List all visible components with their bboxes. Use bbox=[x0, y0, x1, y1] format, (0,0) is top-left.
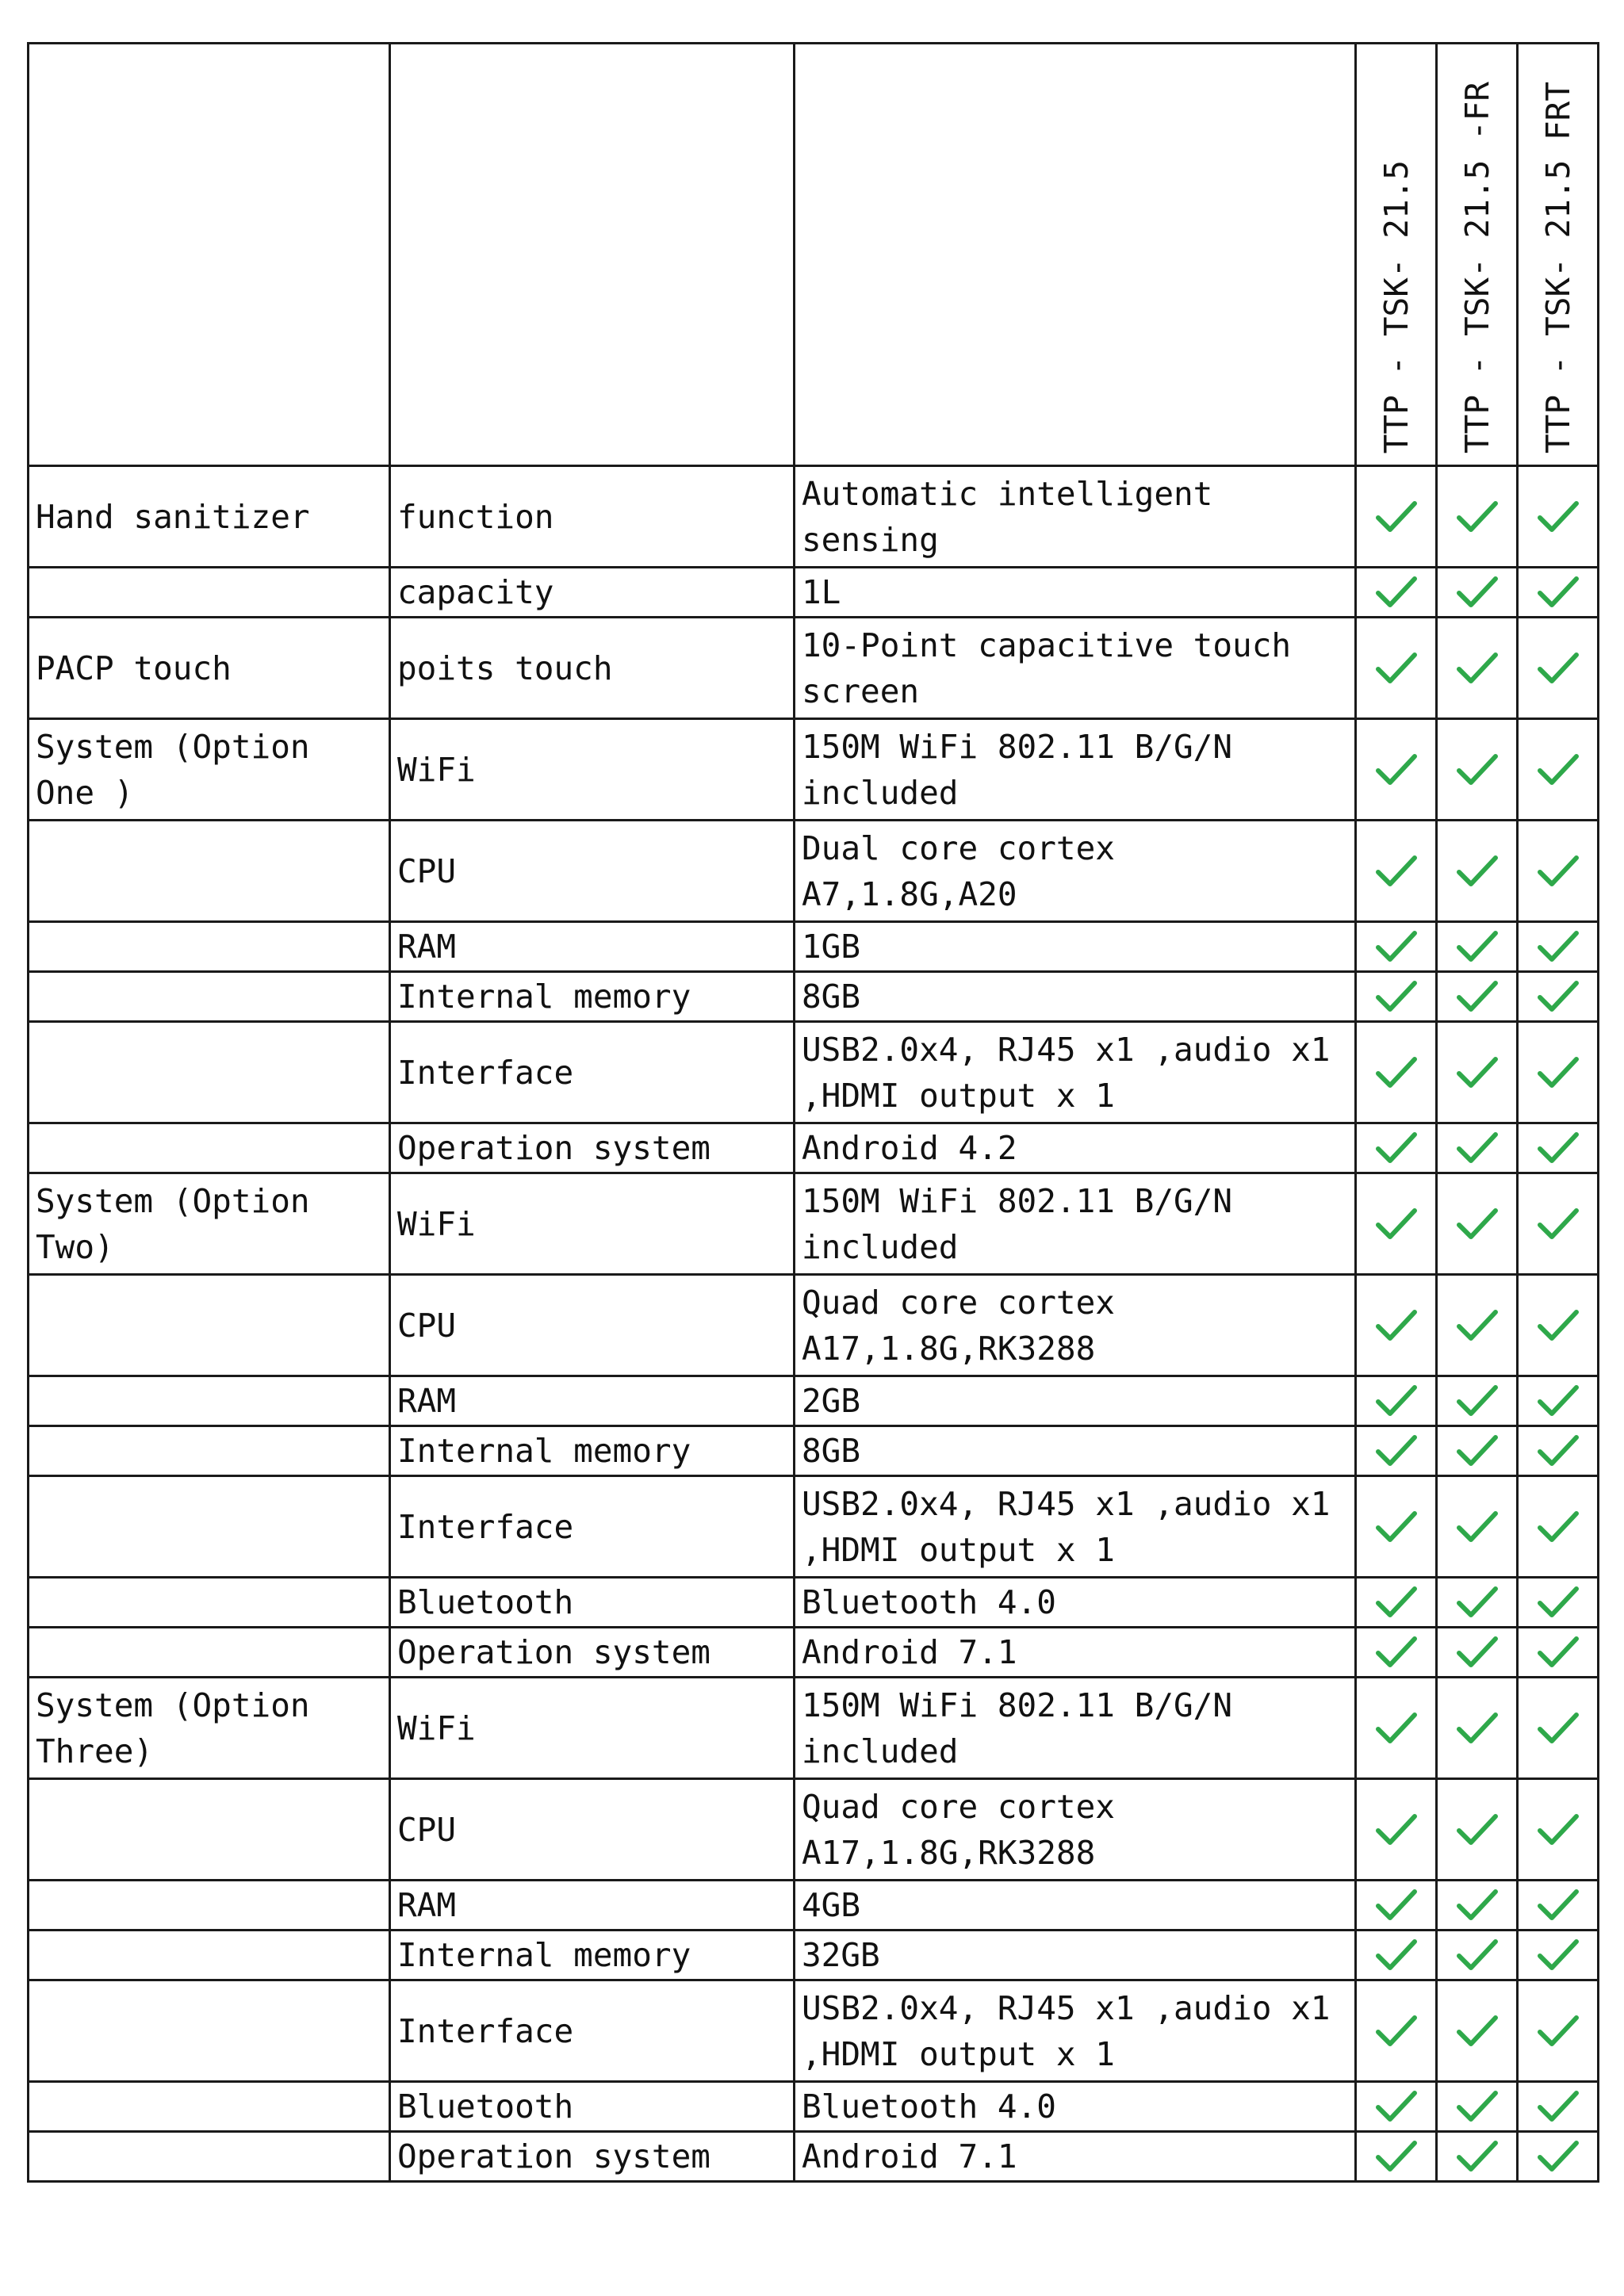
checkmark-icon bbox=[1537, 1585, 1580, 1620]
model-check-cell bbox=[1518, 1476, 1599, 1578]
feature-cell: Interface bbox=[390, 1980, 795, 2082]
feature-cell: RAM bbox=[390, 1881, 795, 1931]
checkmark-icon bbox=[1456, 1585, 1499, 1620]
table-row bbox=[29, 1476, 1599, 1578]
checkmark-icon bbox=[1375, 1888, 1418, 1923]
checkmark-icon bbox=[1456, 1383, 1499, 1418]
table-row bbox=[29, 1881, 1599, 1931]
feature-cell: WiFi bbox=[390, 719, 795, 821]
model-check-cell bbox=[1437, 972, 1518, 1022]
table-row bbox=[29, 1578, 1599, 1628]
checkmark-icon bbox=[1456, 1055, 1499, 1090]
table-row bbox=[29, 922, 1599, 972]
model-name: TTP - TSK- 21.5 bbox=[1377, 159, 1415, 453]
spec-cell: 4GB bbox=[795, 1881, 1356, 1931]
checkmark-icon bbox=[1456, 929, 1499, 964]
group-cell bbox=[29, 1376, 390, 1426]
checkmark-icon bbox=[1456, 1888, 1499, 1923]
group-cell: System (Option One ) bbox=[29, 719, 390, 821]
checkmark-icon bbox=[1456, 2089, 1499, 2124]
group-cell: PACP touch bbox=[29, 618, 390, 719]
table-row bbox=[29, 1376, 1599, 1426]
model-check-cell bbox=[1356, 821, 1437, 922]
model-check-cell bbox=[1356, 1173, 1437, 1275]
table-row bbox=[29, 1173, 1599, 1275]
group-cell bbox=[29, 2082, 390, 2132]
model-check-cell bbox=[1437, 1123, 1518, 1173]
table-row bbox=[29, 972, 1599, 1022]
table-header bbox=[29, 44, 1599, 466]
group-cell bbox=[29, 1476, 390, 1578]
spec-cell: 10-Point capacitive touch screen bbox=[795, 618, 1356, 719]
checkmark-icon bbox=[1456, 575, 1499, 610]
group-cell bbox=[29, 972, 390, 1022]
checkmark-icon bbox=[1456, 499, 1499, 534]
model-check-cell bbox=[1437, 1931, 1518, 1980]
checkmark-icon bbox=[1537, 2014, 1580, 2049]
model-check-cell bbox=[1518, 1881, 1599, 1931]
model-check-cell bbox=[1518, 2132, 1599, 2182]
model-check-cell bbox=[1518, 1779, 1599, 1881]
table-row bbox=[29, 2132, 1599, 2182]
model-check-cell bbox=[1356, 618, 1437, 719]
table-row bbox=[29, 1628, 1599, 1678]
model-check-cell bbox=[1518, 618, 1599, 719]
model-check-cell bbox=[1518, 466, 1599, 568]
spec-cell: USB2.0x4, RJ45 x1 ,audio x1 ,HDMI output x 1 bbox=[795, 1476, 1356, 1578]
spec-cell: 1GB bbox=[795, 922, 1356, 972]
feature-cell: WiFi bbox=[390, 1173, 795, 1275]
header-spec-cell bbox=[795, 44, 1356, 466]
model-check-cell bbox=[1437, 1022, 1518, 1123]
checkmark-icon bbox=[1537, 1711, 1580, 1746]
spec-cell: 150M WiFi 802.11 B/G/N included bbox=[795, 719, 1356, 821]
checkmark-icon bbox=[1375, 651, 1418, 686]
table-row bbox=[29, 1980, 1599, 2082]
checkmark-icon bbox=[1537, 752, 1580, 787]
model-check-cell bbox=[1437, 1779, 1518, 1881]
checkmark-icon bbox=[1537, 854, 1580, 889]
checkmark-icon bbox=[1537, 1510, 1580, 1544]
table-body bbox=[29, 466, 1599, 2182]
checkmark-icon bbox=[1537, 575, 1580, 610]
spec-cell: 150M WiFi 802.11 B/G/N included bbox=[795, 1173, 1356, 1275]
group-cell bbox=[29, 568, 390, 618]
model-check-cell bbox=[1518, 1628, 1599, 1678]
spec-cell: 8GB bbox=[795, 972, 1356, 1022]
feature-cell: Bluetooth bbox=[390, 1578, 795, 1628]
checkmark-icon bbox=[1456, 1510, 1499, 1544]
checkmark-icon bbox=[1537, 1055, 1580, 1090]
model-check-cell bbox=[1518, 1275, 1599, 1376]
checkmark-icon bbox=[1537, 1308, 1580, 1343]
checkmark-icon bbox=[1537, 1383, 1580, 1418]
checkmark-icon bbox=[1537, 2139, 1580, 2174]
feature-cell: Bluetooth bbox=[390, 2082, 795, 2132]
model-check-cell bbox=[1356, 1980, 1437, 2082]
model-check-cell bbox=[1356, 972, 1437, 1022]
checkmark-icon bbox=[1456, 1938, 1499, 1973]
model-check-cell bbox=[1356, 1779, 1437, 1881]
feature-cell: Interface bbox=[390, 1022, 795, 1123]
model-check-cell bbox=[1437, 568, 1518, 618]
model-check-cell bbox=[1356, 1881, 1437, 1931]
model-check-cell bbox=[1518, 719, 1599, 821]
spec-cell: Automatic intelligent sensing bbox=[795, 466, 1356, 568]
feature-cell: Operation system bbox=[390, 1628, 795, 1678]
table-row bbox=[29, 1678, 1599, 1779]
table-row bbox=[29, 466, 1599, 568]
checkmark-icon bbox=[1537, 1635, 1580, 1670]
spec-comparison-table bbox=[27, 42, 1599, 2183]
feature-cell: Internal memory bbox=[390, 1426, 795, 1476]
checkmark-icon bbox=[1456, 1207, 1499, 1242]
checkmark-icon bbox=[1375, 499, 1418, 534]
checkmark-icon bbox=[1537, 2089, 1580, 2124]
feature-cell: RAM bbox=[390, 922, 795, 972]
model-check-cell bbox=[1437, 719, 1518, 821]
model-name: TTP - TSK- 21.5 FRT bbox=[1538, 82, 1577, 453]
checkmark-icon bbox=[1537, 1888, 1580, 1923]
model-check-cell bbox=[1518, 1173, 1599, 1275]
model-check-cell bbox=[1437, 466, 1518, 568]
checkmark-icon bbox=[1375, 854, 1418, 889]
feature-cell: WiFi bbox=[390, 1678, 795, 1779]
checkmark-icon bbox=[1537, 651, 1580, 686]
model-check-cell bbox=[1356, 2082, 1437, 2132]
table-row bbox=[29, 821, 1599, 922]
checkmark-icon bbox=[1375, 752, 1418, 787]
model-check-cell bbox=[1437, 1881, 1518, 1931]
model-check-cell bbox=[1437, 922, 1518, 972]
model-check-cell bbox=[1437, 618, 1518, 719]
model-name: TTP - TSK- 21.5 -FR bbox=[1457, 82, 1496, 453]
checkmark-icon bbox=[1375, 2089, 1418, 2124]
spec-cell: Bluetooth 4.0 bbox=[795, 2082, 1356, 2132]
group-cell bbox=[29, 1578, 390, 1628]
table-row bbox=[29, 1931, 1599, 1980]
model-check-cell bbox=[1518, 1123, 1599, 1173]
checkmark-icon bbox=[1537, 1433, 1580, 1468]
group-cell bbox=[29, 1980, 390, 2082]
model-check-cell bbox=[1518, 972, 1599, 1022]
group-cell: System (Option Two) bbox=[29, 1173, 390, 1275]
model-check-cell bbox=[1437, 1426, 1518, 1476]
checkmark-icon bbox=[1456, 1131, 1499, 1165]
spec-cell: 1L bbox=[795, 568, 1356, 618]
model-check-cell bbox=[1356, 1376, 1437, 1426]
feature-cell: Internal memory bbox=[390, 972, 795, 1022]
table-row bbox=[29, 1022, 1599, 1123]
model-check-cell bbox=[1356, 1022, 1437, 1123]
model-check-cell bbox=[1356, 1931, 1437, 1980]
model-check-cell bbox=[1356, 1123, 1437, 1173]
model-check-cell bbox=[1518, 1678, 1599, 1779]
feature-cell: poits touch bbox=[390, 618, 795, 719]
checkmark-icon bbox=[1375, 2014, 1418, 2049]
model-check-cell bbox=[1356, 466, 1437, 568]
model-check-cell bbox=[1356, 1628, 1437, 1678]
model-check-cell bbox=[1437, 1275, 1518, 1376]
checkmark-icon bbox=[1537, 1131, 1580, 1165]
checkmark-icon bbox=[1375, 575, 1418, 610]
checkmark-icon bbox=[1375, 2139, 1418, 2174]
group-cell bbox=[29, 2132, 390, 2182]
feature-cell: Operation system bbox=[390, 1123, 795, 1173]
checkmark-icon bbox=[1456, 752, 1499, 787]
model-check-cell bbox=[1518, 568, 1599, 618]
model-check-cell bbox=[1356, 1275, 1437, 1376]
model-check-cell bbox=[1518, 1980, 1599, 2082]
checkmark-icon bbox=[1375, 1308, 1418, 1343]
checkmark-icon bbox=[1456, 2014, 1499, 2049]
group-cell bbox=[29, 1022, 390, 1123]
group-cell bbox=[29, 1123, 390, 1173]
checkmark-icon bbox=[1375, 1510, 1418, 1544]
group-cell bbox=[29, 1628, 390, 1678]
group-cell bbox=[29, 1881, 390, 1931]
spec-cell: Quad core cortex A17,1.8G,RK3288 bbox=[795, 1275, 1356, 1376]
spec-cell: 32GB bbox=[795, 1931, 1356, 1980]
spec-cell: Quad core cortex A17,1.8G,RK3288 bbox=[795, 1779, 1356, 1881]
model-check-cell bbox=[1518, 1376, 1599, 1426]
checkmark-icon bbox=[1375, 1131, 1418, 1165]
spec-cell: 8GB bbox=[795, 1426, 1356, 1476]
checkmark-icon bbox=[1537, 499, 1580, 534]
model-check-cell bbox=[1437, 1376, 1518, 1426]
checkmark-icon bbox=[1375, 1635, 1418, 1670]
group-cell bbox=[29, 1275, 390, 1376]
feature-cell: Internal memory bbox=[390, 1931, 795, 1980]
checkmark-icon bbox=[1375, 1433, 1418, 1468]
header-group-cell bbox=[29, 44, 390, 466]
model-check-cell bbox=[1356, 922, 1437, 972]
group-cell bbox=[29, 1779, 390, 1881]
model-header-2 bbox=[1437, 44, 1518, 466]
model-check-cell bbox=[1437, 1173, 1518, 1275]
model-check-cell bbox=[1356, 719, 1437, 821]
checkmark-icon bbox=[1375, 1812, 1418, 1847]
spec-cell: Dual core cortex A7,1.8G,A20 bbox=[795, 821, 1356, 922]
model-check-cell bbox=[1437, 1628, 1518, 1678]
model-check-cell bbox=[1518, 821, 1599, 922]
spec-cell: USB2.0x4, RJ45 x1 ,audio x1 ,HDMI output x 1 bbox=[795, 1980, 1356, 2082]
model-check-cell bbox=[1518, 1578, 1599, 1628]
model-check-cell bbox=[1356, 2132, 1437, 2182]
checkmark-icon bbox=[1537, 979, 1580, 1014]
feature-cell: CPU bbox=[390, 1779, 795, 1881]
model-check-cell bbox=[1518, 1426, 1599, 1476]
model-check-cell bbox=[1518, 1022, 1599, 1123]
feature-cell: Operation system bbox=[390, 2132, 795, 2182]
table-row bbox=[29, 1779, 1599, 1881]
spec-cell: 150M WiFi 802.11 B/G/N included bbox=[795, 1678, 1356, 1779]
model-check-cell bbox=[1518, 1931, 1599, 1980]
model-check-cell bbox=[1437, 821, 1518, 922]
checkmark-icon bbox=[1375, 1711, 1418, 1746]
checkmark-icon bbox=[1456, 1433, 1499, 1468]
feature-cell: RAM bbox=[390, 1376, 795, 1426]
checkmark-icon bbox=[1537, 1938, 1580, 1973]
spec-cell: 2GB bbox=[795, 1376, 1356, 1426]
feature-cell: function bbox=[390, 466, 795, 568]
checkmark-icon bbox=[1456, 854, 1499, 889]
group-cell: System (Option Three) bbox=[29, 1678, 390, 1779]
checkmark-icon bbox=[1375, 1055, 1418, 1090]
feature-cell: CPU bbox=[390, 1275, 795, 1376]
header-feature-cell bbox=[390, 44, 795, 466]
model-check-cell bbox=[1437, 1476, 1518, 1578]
model-check-cell bbox=[1356, 1426, 1437, 1476]
checkmark-icon bbox=[1456, 1711, 1499, 1746]
spec-cell: USB2.0x4, RJ45 x1 ,audio x1 ,HDMI output x 1 bbox=[795, 1022, 1356, 1123]
model-check-cell bbox=[1356, 1578, 1437, 1628]
checkmark-icon bbox=[1375, 1938, 1418, 1973]
checkmark-icon bbox=[1537, 1812, 1580, 1847]
feature-cell: CPU bbox=[390, 821, 795, 922]
table-row bbox=[29, 618, 1599, 719]
checkmark-icon bbox=[1456, 979, 1499, 1014]
model-check-cell bbox=[1437, 1980, 1518, 2082]
feature-cell: Interface bbox=[390, 1476, 795, 1578]
table-row bbox=[29, 1426, 1599, 1476]
model-check-cell bbox=[1437, 1678, 1518, 1779]
feature-cell: capacity bbox=[390, 568, 795, 618]
model-check-cell bbox=[1518, 922, 1599, 972]
header-row bbox=[29, 44, 1599, 466]
table-row bbox=[29, 2082, 1599, 2132]
group-cell bbox=[29, 821, 390, 922]
checkmark-icon bbox=[1375, 979, 1418, 1014]
group-cell bbox=[29, 922, 390, 972]
checkmark-icon bbox=[1456, 1308, 1499, 1343]
model-header-3 bbox=[1518, 44, 1599, 466]
checkmark-icon bbox=[1375, 1207, 1418, 1242]
model-check-cell bbox=[1437, 2132, 1518, 2182]
model-header-1 bbox=[1356, 44, 1437, 466]
model-check-cell bbox=[1437, 1578, 1518, 1628]
checkmark-icon bbox=[1456, 651, 1499, 686]
spec-cell: Android 7.1 bbox=[795, 1628, 1356, 1678]
table-row bbox=[29, 1275, 1599, 1376]
checkmark-icon bbox=[1375, 929, 1418, 964]
spec-cell: Android 7.1 bbox=[795, 2132, 1356, 2182]
table-row bbox=[29, 1123, 1599, 1173]
checkmark-icon bbox=[1456, 1635, 1499, 1670]
spec-cell: Android 4.2 bbox=[795, 1123, 1356, 1173]
table-row bbox=[29, 719, 1599, 821]
checkmark-icon bbox=[1456, 2139, 1499, 2174]
model-check-cell bbox=[1356, 1476, 1437, 1578]
table-row bbox=[29, 568, 1599, 618]
checkmark-icon bbox=[1537, 929, 1580, 964]
checkmark-icon bbox=[1375, 1383, 1418, 1418]
checkmark-icon bbox=[1456, 1812, 1499, 1847]
model-check-cell bbox=[1437, 2082, 1518, 2132]
model-check-cell bbox=[1356, 568, 1437, 618]
checkmark-icon bbox=[1537, 1207, 1580, 1242]
spec-cell: Bluetooth 4.0 bbox=[795, 1578, 1356, 1628]
model-check-cell bbox=[1518, 2082, 1599, 2132]
group-cell: Hand sanitizer bbox=[29, 466, 390, 568]
group-cell bbox=[29, 1426, 390, 1476]
group-cell bbox=[29, 1931, 390, 1980]
model-check-cell bbox=[1356, 1678, 1437, 1779]
checkmark-icon bbox=[1375, 1585, 1418, 1620]
